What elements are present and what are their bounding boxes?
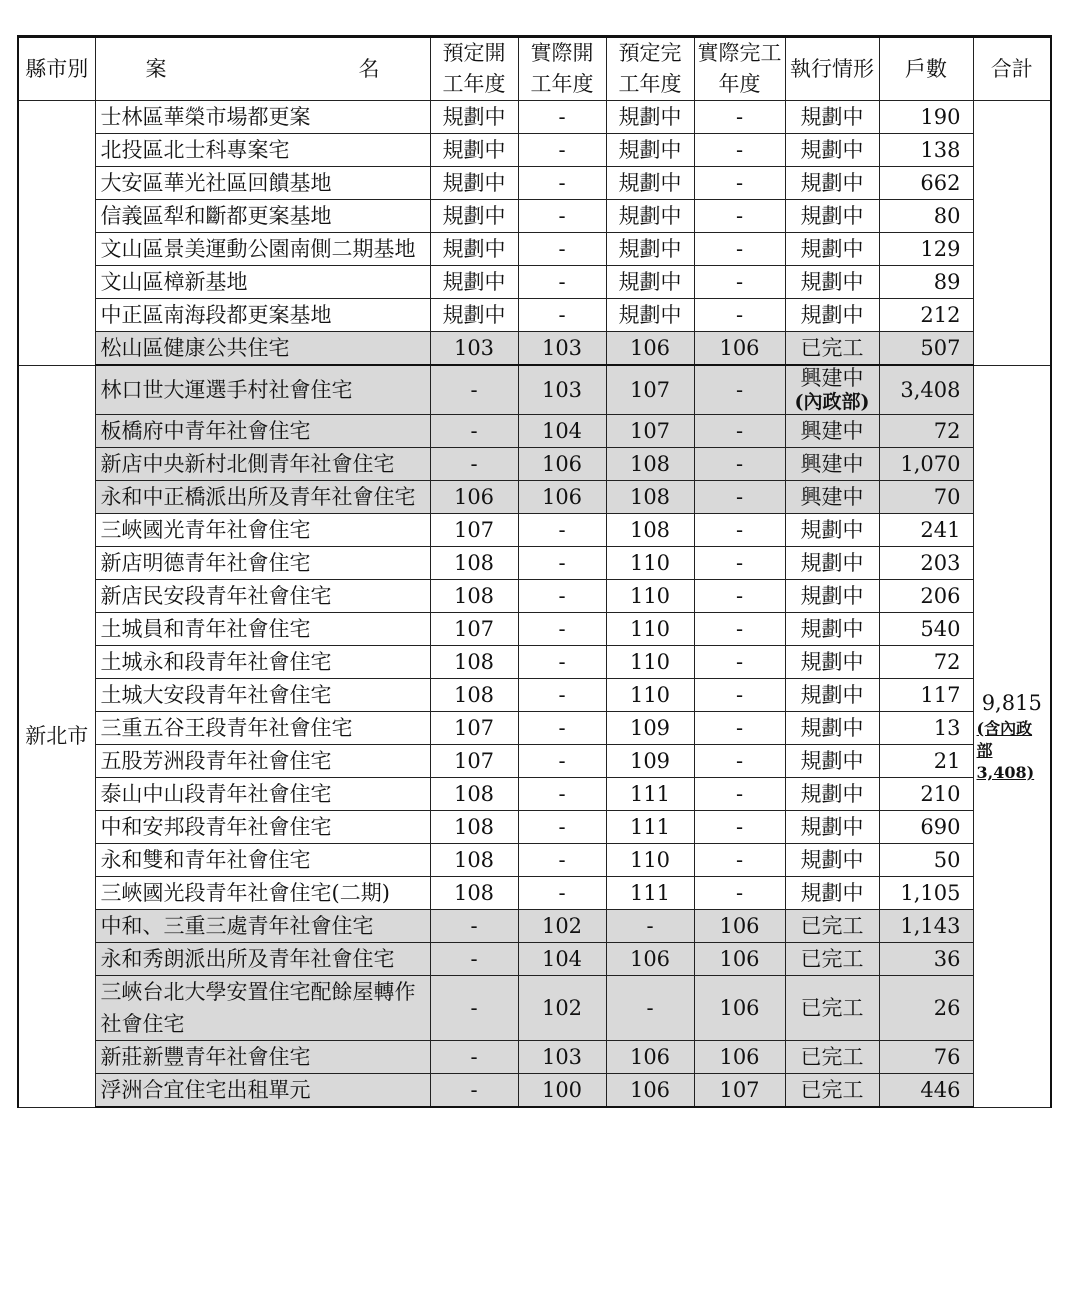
table-row <box>18 1041 1051 1074</box>
planned-end: 111 <box>606 877 694 910</box>
actual-end: - <box>694 547 785 580</box>
header-planned-start: 預定開工年度 <box>430 37 518 101</box>
project-name: 新店民安段青年社會住宅 <box>95 580 430 613</box>
planned-start: 規劃中 <box>430 200 518 233</box>
units: 1,105 <box>879 877 973 910</box>
table-row <box>18 233 1051 266</box>
table-row <box>18 547 1051 580</box>
actual-start: - <box>518 844 606 877</box>
table-row <box>18 415 1051 448</box>
project-name: 信義區犁和斷都更案基地 <box>95 200 430 233</box>
actual-start: - <box>518 778 606 811</box>
actual-end: - <box>694 844 785 877</box>
status: 已完工 <box>785 1041 879 1074</box>
planned-end: 109 <box>606 712 694 745</box>
project-name: 中和、三重三處青年社會住宅 <box>95 910 430 943</box>
planned-end: 110 <box>606 613 694 646</box>
planned-end: 規劃中 <box>606 167 694 200</box>
status: 規劃中 <box>785 233 879 266</box>
table-row <box>18 679 1051 712</box>
table-row <box>18 811 1051 844</box>
actual-start: 106 <box>518 481 606 514</box>
actual-end: - <box>694 448 785 481</box>
planned-end: 111 <box>606 778 694 811</box>
planned-end: 110 <box>606 547 694 580</box>
actual-end: - <box>694 481 785 514</box>
actual-end: - <box>694 679 785 712</box>
project-name: 新店中央新村北側青年社會住宅 <box>95 448 430 481</box>
project-name: 文山區景美運動公園南側二期基地 <box>95 233 430 266</box>
units: 72 <box>879 646 973 679</box>
planned-end: 108 <box>606 514 694 547</box>
units: 690 <box>879 811 973 844</box>
planned-start: 108 <box>430 547 518 580</box>
planned-end: 規劃中 <box>606 299 694 332</box>
planned-start: 108 <box>430 679 518 712</box>
project-name: 新店明德青年社會住宅 <box>95 547 430 580</box>
actual-end: - <box>694 877 785 910</box>
planned-start: 規劃中 <box>430 167 518 200</box>
units: 662 <box>879 167 973 200</box>
project-name: 永和雙和青年社會住宅 <box>95 844 430 877</box>
actual-end: 107 <box>694 1074 785 1108</box>
county-newtaipei: 新北市 <box>18 365 95 1107</box>
table-row <box>18 580 1051 613</box>
planned-start: - <box>430 910 518 943</box>
table-row <box>18 332 1051 366</box>
actual-start: - <box>518 167 606 200</box>
planned-start: 108 <box>430 877 518 910</box>
project-name: 士林區華榮市場都更案 <box>95 101 430 134</box>
status: 規劃中 <box>785 167 879 200</box>
actual-start: - <box>518 745 606 778</box>
actual-start: - <box>518 613 606 646</box>
table-row <box>18 943 1051 976</box>
project-name: 土城大安段青年社會住宅 <box>95 679 430 712</box>
actual-start: - <box>518 877 606 910</box>
county-taipei <box>18 101 95 366</box>
table-row <box>18 778 1051 811</box>
table-row <box>18 134 1051 167</box>
planned-start: 103 <box>430 332 518 366</box>
actual-end: - <box>694 134 785 167</box>
actual-end: - <box>694 365 785 415</box>
header-total: 合計 <box>973 37 1051 101</box>
actual-start: 100 <box>518 1074 606 1108</box>
actual-start: - <box>518 514 606 547</box>
actual-end: - <box>694 712 785 745</box>
units: 1,070 <box>879 448 973 481</box>
planned-start: 規劃中 <box>430 134 518 167</box>
planned-start: 108 <box>430 811 518 844</box>
status: 規劃中 <box>785 134 879 167</box>
planned-end: 107 <box>606 365 694 415</box>
total-newtaipei <box>973 365 1051 1107</box>
planned-end: 108 <box>606 481 694 514</box>
planned-start: 106 <box>430 481 518 514</box>
table-row <box>18 200 1051 233</box>
project-name: 文山區樟新基地 <box>95 266 430 299</box>
actual-start: - <box>518 134 606 167</box>
units: 21 <box>879 745 973 778</box>
planned-end: 110 <box>606 646 694 679</box>
planned-start: - <box>430 1041 518 1074</box>
units: 190 <box>879 101 973 134</box>
units: 13 <box>879 712 973 745</box>
status: 規劃中 <box>785 745 879 778</box>
planned-start: 107 <box>430 514 518 547</box>
actual-start: 103 <box>518 332 606 366</box>
planned-start: 規劃中 <box>430 266 518 299</box>
actual-end: - <box>694 613 785 646</box>
table-row <box>18 844 1051 877</box>
table-row <box>18 167 1051 200</box>
status: 已完工 <box>785 910 879 943</box>
units: 446 <box>879 1074 973 1108</box>
table-row <box>18 266 1051 299</box>
planned-end: - <box>606 976 694 1041</box>
planned-start: 規劃中 <box>430 101 518 134</box>
units: 241 <box>879 514 973 547</box>
planned-end: 106 <box>606 1074 694 1108</box>
status: 規劃中 <box>785 299 879 332</box>
planned-end: 規劃中 <box>606 200 694 233</box>
header-actual-start: 實際開工年度 <box>518 37 606 101</box>
actual-end: - <box>694 778 785 811</box>
actual-start: - <box>518 233 606 266</box>
actual-end: - <box>694 101 785 134</box>
actual-start: - <box>518 299 606 332</box>
units: 72 <box>879 415 973 448</box>
actual-start: - <box>518 200 606 233</box>
planned-start: 108 <box>430 646 518 679</box>
planned-end: 110 <box>606 844 694 877</box>
project-name: 北投區北士科專案宅 <box>95 134 430 167</box>
project-name: 新莊新豐青年社會住宅 <box>95 1041 430 1074</box>
project-name: 永和中正橋派出所及青年社會住宅 <box>95 481 430 514</box>
actual-end: - <box>694 167 785 200</box>
planned-start: 108 <box>430 580 518 613</box>
status: 規劃中 <box>785 679 879 712</box>
actual-start: - <box>518 646 606 679</box>
actual-start: 104 <box>518 943 606 976</box>
actual-end: 106 <box>694 1041 785 1074</box>
planned-start: - <box>430 1074 518 1108</box>
planned-end: 規劃中 <box>606 134 694 167</box>
table-row <box>18 299 1051 332</box>
units: 50 <box>879 844 973 877</box>
project-name: 三峽國光段青年社會住宅(二期) <box>95 877 430 910</box>
status <box>785 365 879 415</box>
table-row <box>18 712 1051 745</box>
actual-start: - <box>518 101 606 134</box>
project-name: 泰山中山段青年社會住宅 <box>95 778 430 811</box>
actual-start: 102 <box>518 910 606 943</box>
status: 已完工 <box>785 1074 879 1108</box>
project-name: 中正區南海段都更案基地 <box>95 299 430 332</box>
planned-start: - <box>430 365 518 415</box>
units: 3,408 <box>879 365 973 415</box>
planned-start: 107 <box>430 712 518 745</box>
planned-end: 規劃中 <box>606 266 694 299</box>
actual-start: 103 <box>518 365 606 415</box>
total-value: 9,815 <box>981 691 1042 715</box>
actual-end: 106 <box>694 943 785 976</box>
status: 規劃中 <box>785 712 879 745</box>
project-name: 土城員和青年社會住宅 <box>95 613 430 646</box>
units: 210 <box>879 778 973 811</box>
units: 138 <box>879 134 973 167</box>
planned-start: 107 <box>430 745 518 778</box>
actual-start: 104 <box>518 415 606 448</box>
actual-end: - <box>694 646 785 679</box>
units: 117 <box>879 679 973 712</box>
total-note: (含內政部 3,408) <box>976 719 1035 782</box>
status-text: 興建中 <box>800 366 864 390</box>
table-row <box>18 910 1051 943</box>
project-name: 中和安邦段青年社會住宅 <box>95 811 430 844</box>
actual-end: - <box>694 580 785 613</box>
header-planned-end: 預定完工年度 <box>606 37 694 101</box>
project-name: 浮洲合宜住宅出租單元 <box>95 1074 430 1108</box>
status: 規劃中 <box>785 646 879 679</box>
actual-end: - <box>694 200 785 233</box>
header-project-name <box>95 37 430 101</box>
status: 規劃中 <box>785 101 879 134</box>
units: 507 <box>879 332 973 366</box>
actual-end: - <box>694 811 785 844</box>
status: 規劃中 <box>785 580 879 613</box>
header-units: 戶數 <box>879 37 973 101</box>
status: 規劃中 <box>785 514 879 547</box>
planned-end: 106 <box>606 1041 694 1074</box>
project-name: 松山區健康公共住宅 <box>95 332 430 366</box>
actual-start: 102 <box>518 976 606 1041</box>
project-name: 三重五谷王段青年社會住宅 <box>95 712 430 745</box>
project-name: 三峽台北大學安置住宅配餘屋轉作社會住宅 <box>95 976 430 1041</box>
units: 80 <box>879 200 973 233</box>
status: 興建中 <box>785 481 879 514</box>
total-taipei <box>973 101 1051 366</box>
actual-end: 106 <box>694 332 785 366</box>
units: 129 <box>879 233 973 266</box>
actual-end: - <box>694 266 785 299</box>
status: 興建中 <box>785 448 879 481</box>
table-row <box>18 1074 1051 1108</box>
planned-end: 106 <box>606 943 694 976</box>
table-row <box>18 646 1051 679</box>
actual-start: - <box>518 266 606 299</box>
project-name: 林口世大運選手村社會住宅 <box>95 365 430 415</box>
actual-end: 106 <box>694 910 785 943</box>
status: 規劃中 <box>785 200 879 233</box>
planned-start: - <box>430 415 518 448</box>
project-name: 三峽國光青年社會住宅 <box>95 514 430 547</box>
table-row <box>18 514 1051 547</box>
status: 規劃中 <box>785 844 879 877</box>
status: 規劃中 <box>785 266 879 299</box>
planned-end: 107 <box>606 415 694 448</box>
planned-start: 107 <box>430 613 518 646</box>
header-actual-end: 實際完工年度 <box>694 37 785 101</box>
units: 540 <box>879 613 973 646</box>
planned-end: 110 <box>606 679 694 712</box>
header-row <box>18 37 1051 101</box>
table-row <box>18 481 1051 514</box>
actual-start: 103 <box>518 1041 606 1074</box>
status: 規劃中 <box>785 778 879 811</box>
actual-start: - <box>518 811 606 844</box>
planned-start: - <box>430 943 518 976</box>
planned-start: - <box>430 448 518 481</box>
status: 興建中 <box>785 415 879 448</box>
planned-end: 規劃中 <box>606 101 694 134</box>
status: 規劃中 <box>785 877 879 910</box>
units: 1,143 <box>879 910 973 943</box>
actual-end: - <box>694 514 785 547</box>
planned-start: 108 <box>430 778 518 811</box>
status: 規劃中 <box>785 547 879 580</box>
units: 212 <box>879 299 973 332</box>
header-county: 縣市別 <box>18 37 95 101</box>
actual-start: - <box>518 712 606 745</box>
table-row <box>18 976 1051 1041</box>
table-row <box>18 101 1051 134</box>
planned-start: - <box>430 976 518 1041</box>
actual-end: - <box>694 233 785 266</box>
status: 已完工 <box>785 943 879 976</box>
actual-start: 106 <box>518 448 606 481</box>
status: 規劃中 <box>785 613 879 646</box>
units: 36 <box>879 943 973 976</box>
actual-end: - <box>694 745 785 778</box>
units: 26 <box>879 976 973 1041</box>
planned-end: 規劃中 <box>606 233 694 266</box>
planned-end: 110 <box>606 580 694 613</box>
header-status: 執行情形 <box>785 37 879 101</box>
project-name: 土城永和段青年社會住宅 <box>95 646 430 679</box>
actual-end: 106 <box>694 976 785 1041</box>
actual-start: - <box>518 580 606 613</box>
header-name-right: 名 <box>358 56 380 81</box>
planned-end: 109 <box>606 745 694 778</box>
units: 89 <box>879 266 973 299</box>
planned-start: 108 <box>430 844 518 877</box>
status-note: (內政部) <box>794 391 870 413</box>
actual-start: - <box>518 679 606 712</box>
actual-end: - <box>694 299 785 332</box>
project-name: 大安區華光社區回饋基地 <box>95 167 430 200</box>
units: 206 <box>879 580 973 613</box>
housing-projects-table <box>17 35 1052 1108</box>
status: 已完工 <box>785 976 879 1041</box>
units: 70 <box>879 481 973 514</box>
planned-end: 108 <box>606 448 694 481</box>
planned-start: 規劃中 <box>430 299 518 332</box>
planned-end: 106 <box>606 332 694 366</box>
actual-end: - <box>694 415 785 448</box>
planned-start: 規劃中 <box>430 233 518 266</box>
status: 規劃中 <box>785 811 879 844</box>
header-name-left: 案 <box>145 56 167 81</box>
table-row <box>18 365 1051 415</box>
planned-end: 111 <box>606 811 694 844</box>
units: 76 <box>879 1041 973 1074</box>
table-row <box>18 877 1051 910</box>
project-name: 永和秀朗派出所及青年社會住宅 <box>95 943 430 976</box>
status: 已完工 <box>785 332 879 366</box>
units: 203 <box>879 547 973 580</box>
table-row <box>18 448 1051 481</box>
planned-end: - <box>606 910 694 943</box>
table-row <box>18 745 1051 778</box>
project-name: 五股芳洲段青年社會住宅 <box>95 745 430 778</box>
actual-start: - <box>518 547 606 580</box>
project-name: 板橋府中青年社會住宅 <box>95 415 430 448</box>
table-row <box>18 613 1051 646</box>
